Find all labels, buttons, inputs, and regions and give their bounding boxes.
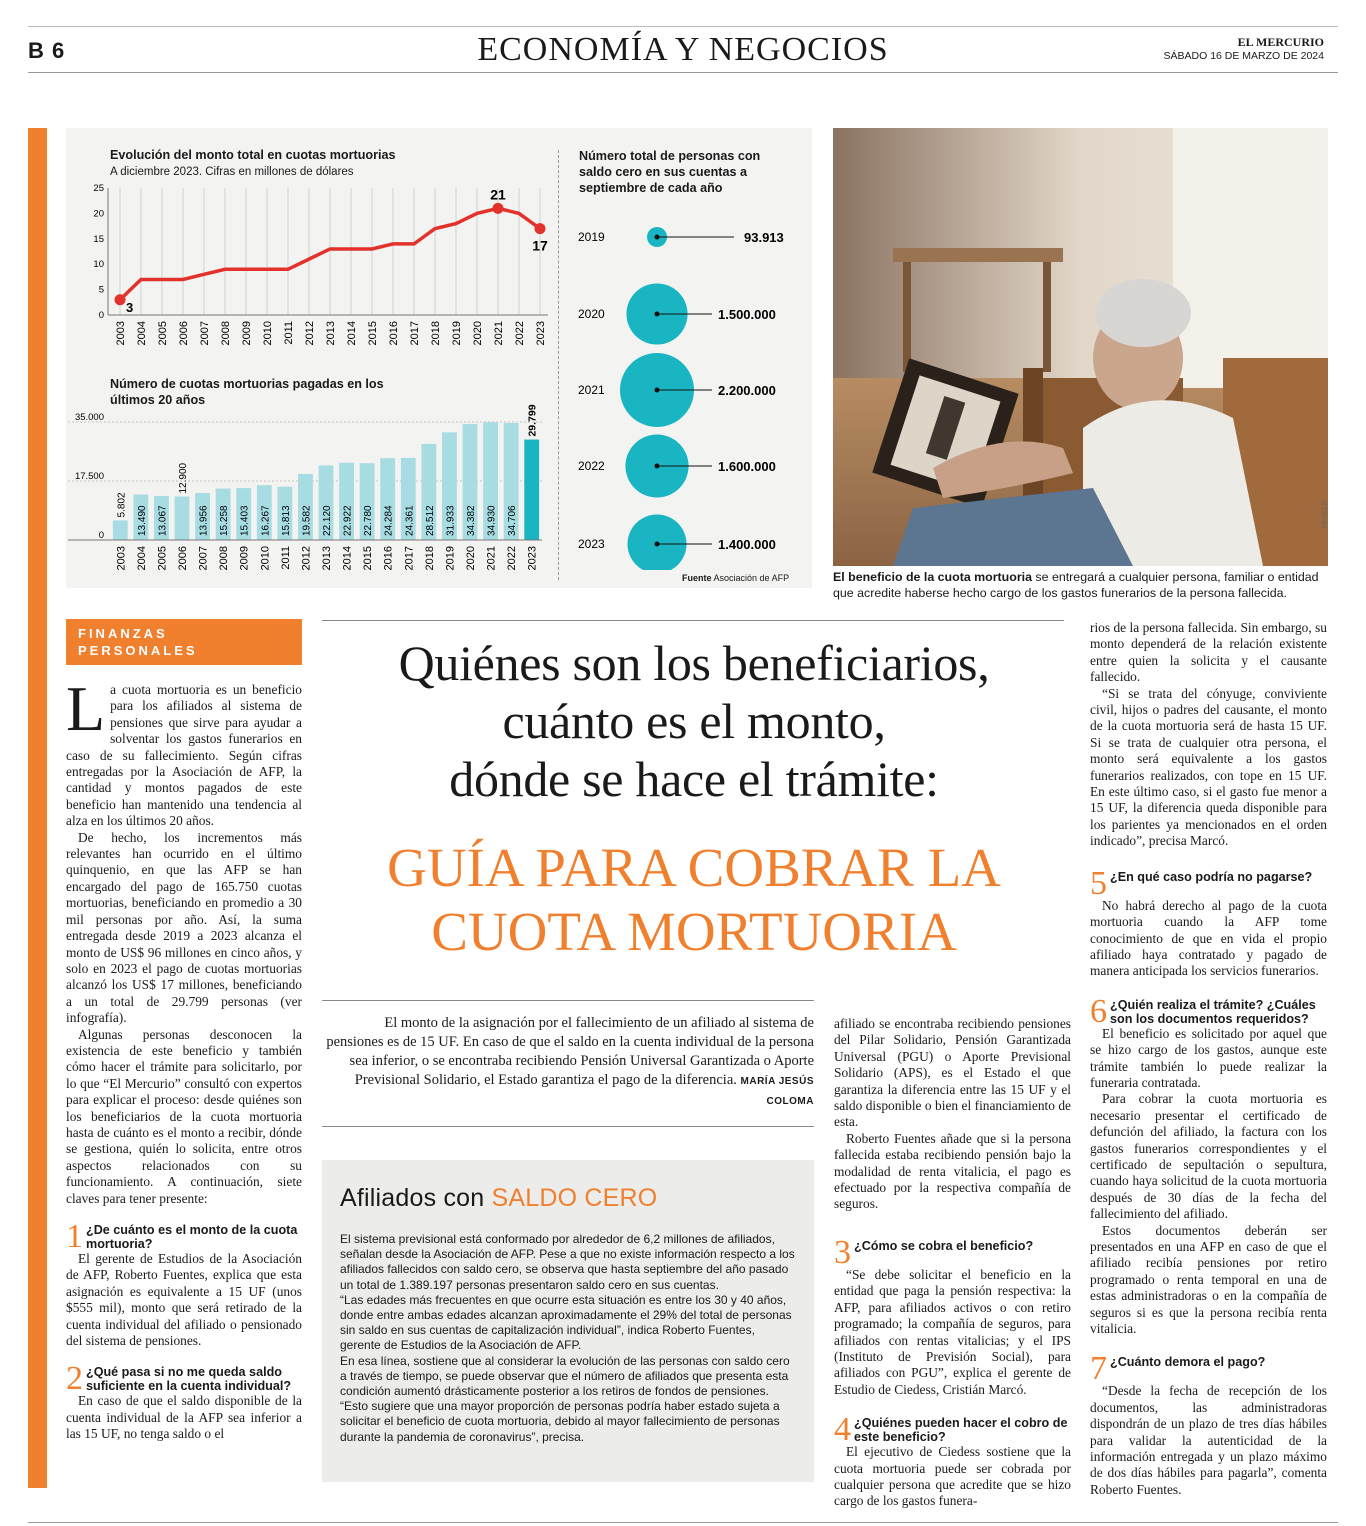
newspaper-name: EL MERCURIO (1237, 35, 1324, 49)
lead-top-rule (322, 1000, 814, 1001)
question-6: 6 ¿Quién realiza el trámite? ¿Cuáles son los documentos requeridos? El beneficio es solicitado por aquel que se hizo cargo de los gastos, aunque este trámite también lo puede realizar la funeraria contratada. Para cobrar la cuota mortuoria es necesario presentar el certificado de defunción del afiliado, la factura con los gastos funerarios correspondientes y el certificado de sepultación o sepultura, cuando haya solicitud de la cuota mortuoria después de 30 días de la fecha del fallecimiento del afiliado. Estos documentos deberán ser presentados en una AFP en caso de que el afiliado recibía pensiones por retiro programado o renta temporal en una de estas administradoras o en la compañía de seguros si es que la persona recibía renta vitalicia. (1090, 992, 1327, 1337)
bar-chart-value-label: 29.799 (526, 404, 539, 437)
bubble-chart (566, 200, 806, 570)
bar-chart-x-tick: 2023 (526, 546, 539, 571)
bar-chart-value-label: 31.933 (445, 505, 457, 536)
bubble-chart-value-label: 1.600.000 (718, 459, 776, 474)
question-7: 7 ¿Cuánto demora el pago? “Desde la fecha de recepción de los documentos, las administradoras dispondrán de un plazo de tres días hábiles para validar la autenticidad de la información entregada y un plazo máximo de dos días hábiles para pagarla”, comenta Roberto Fuentes. (1090, 1350, 1327, 1497)
bubble-chart-title: Número total de personas con saldo cero en sus cuentas a septiembre de cada año (579, 149, 761, 195)
bubble-chart-value-label: 1.400.000 (718, 537, 776, 552)
headline-highlight: GUÍA PARA COBRAR LA CUOTA MORTUORIA (387, 837, 1001, 962)
line-chart-x-tick: 2004 (136, 321, 148, 346)
photo-credit: PEXELS (1322, 500, 1329, 528)
bar-chart-x-tick: 2018 (423, 546, 436, 571)
drop-cap: L (66, 673, 106, 744)
bar-chart-x-tick: 2003 (115, 546, 128, 571)
bar-chart-x-tick: 2017 (403, 546, 416, 571)
bar-chart-x-tick: 2004 (135, 546, 148, 571)
bar-chart-value-label: 34.382 (466, 505, 477, 536)
bar-chart-x-tick: 2010 (259, 546, 272, 571)
bar-chart-x-tick: 2020 (465, 546, 477, 571)
page-number: B 6 (28, 38, 66, 63)
article-lead: El monto de la asignación por el fallecimiento de un afiliado al sistema de pensiones es de 15 UF. En caso de que el saldo en la cuenta individual de la persona sea inferior, o se encontraba recibiendo Pensión Universal Garantizada o Aporte Previsional Solidario, el Estado garantiza el pago de la diferencia. MARÍA JESÚS COLOMA (326, 1015, 814, 1107)
line-chart-x-tick: 2009 (241, 321, 253, 346)
bar-chart-y-tick: 35.000 (74, 412, 104, 423)
bar-chart-value-label: 28.512 (424, 505, 436, 536)
saldo-cero-box (322, 1160, 814, 1482)
line-chart-x-tick: 2012 (304, 321, 316, 346)
footer-rule (28, 1522, 1338, 1523)
header-bottom-rule (28, 72, 1338, 73)
bar-chart-value-label: 16.267 (260, 505, 272, 536)
line-chart-x-tick: 2021 (493, 321, 505, 346)
bar-chart-value-label: 24.284 (383, 505, 395, 536)
bar-chart-value-label: 15.403 (239, 505, 251, 536)
line-chart-x-tick: 2005 (157, 321, 169, 346)
bar-chart-value-label: 19.582 (301, 505, 313, 536)
bar-chart-x-tick: 2009 (238, 546, 251, 571)
line-chart-x-tick: 2006 (178, 321, 190, 346)
line-chart (66, 180, 556, 360)
bubble-chart-year: 2020 (578, 307, 605, 321)
line-chart-x-tick: 2014 (346, 321, 358, 346)
bar-chart-bar (175, 497, 190, 540)
bar-chart-value-label: 34.930 (486, 505, 498, 536)
line-chart-subtitle: A diciembre 2023. Cifras en millones de dólares (110, 166, 354, 178)
bar-chart-bar (524, 440, 539, 540)
bar-chart-x-tick: 2013 (321, 546, 333, 571)
bubble-chart-year: 2021 (578, 383, 605, 397)
headline: Quiénes son los beneficiarios, cuánto es el monto, dónde se hace el trámite: (398, 635, 990, 807)
bar-chart (66, 388, 556, 584)
line-chart-label-max: 21 (490, 186, 506, 203)
line-chart-y-tick: 10 (93, 259, 104, 271)
issue-date: SÁBADO 16 DE MARZO DE 2024 (1163, 50, 1324, 62)
author-byline: MARÍA JESÚS COLOMA (740, 1076, 814, 1107)
bar-chart-x-tick: 2012 (300, 546, 313, 571)
bar-chart-x-tick: 2015 (362, 546, 375, 571)
line-chart-x-tick: 2015 (367, 321, 379, 346)
bar-chart-value-label: 13.067 (157, 505, 169, 536)
question-5: 5 ¿En qué caso podría no pagarse? No habrá derecho al pago de la cuota mortuoria cuando la AFP tome conocimiento de que en vida el propio afiliado haya contratado y pagado de manera anticipada los servicios funerarios. (1090, 864, 1327, 979)
line-chart-x-tick: 2013 (325, 321, 337, 346)
bar-chart-y-tick: 0 (98, 530, 104, 541)
section-title: ECONOMÍA Y NEGOCIOS (477, 31, 889, 68)
line-chart-x-tick: 2018 (430, 321, 442, 346)
bar-chart-value-label: 22.922 (342, 505, 354, 536)
elderly-woman-photo (833, 128, 1328, 566)
bar-chart-value-label: 22.780 (363, 505, 375, 536)
line-chart-point (535, 223, 546, 234)
line-chart-x-tick: 2007 (199, 321, 211, 346)
line-chart-x-tick: 2017 (409, 321, 421, 346)
headline-top-rule (322, 620, 1064, 621)
article-column-3: afiliado se encontraba recibiendo pensiones del Pilar Solidario, Pensión Garantizada Universal (PGU) o Aporte Previsional Solidario (APS), es el Estado el que garantiza la diferencia entre las 15 UF y el saldo disponible o bien el financiamiento de esta. Roberto Fuentes añade que si la persona fallecida estaba recibiendo pensión bajo la modalidad de renta vitalicia, el pago es efectuado por la respectiva compañía de seguros. 3 ¿Cómo se cobra el beneficio? “Se debe solicitar el beneficio en la entidad que paga la pensión respectiva: la AFP, para afiliados activos o con retiro programado; la compañía de seguros, para afiliados con rentas vitalicias; y el IPS (Instituto de Previsión Social), para afiliados con PGU”, explica el gerente de Estudio de Ciedess, Cristián Marcó. 4 ¿Quiénes pueden hacer el cobro de este beneficio? El ejecutivo de Ciedess sostiene que la cuota mortuoria puede ser cobrada por cualquier persona que acredite que se hizo cargo de los gastos funera- (834, 1016, 1071, 1509)
bar-chart-x-tick: 2011 (279, 546, 292, 570)
question-3: 3 ¿Cómo se cobra el beneficio? “Se debe solicitar el beneficio en la entidad que paga la pensión respectiva: la AFP, para afiliados activos o con retiro programado; la compañía de seguros, para afiliados con rentas vitalicias; y el IPS (Instituto de Previsión Social), para afiliados con PGU”, explica el gerente de Estudio de Ciedess, Cristián Marcó. (834, 1233, 1071, 1397)
box-text: El sistema previsional está conformado por alrededor de 6,2 millones de afiliados, señalan desde la Asociación de AFP. Pese a que no existe información respecto a los afiliados fallecidos con saldo cero, se observa que hasta septiembre del año pasado un total de 1.389.197 personas presentaron saldo cero en sus cuentas. “Las edades más frecuentes en que ocurre esta situación es entre los 30 y 40 años, donde entre ambas edades alcanzan aproximadamente el 29% del total de personas sin saldo en sus cuentas de capitalización individual”, indica Roberto Fuentes, gerente de Estudios de la Asociación de AFP. En esa línea, sostiene que al considerar la evolución de las personas con saldo cero a través de tiempo, se puede observar que el número de afiliados que presenta esta condición aumentó drásticamente posterior a los retiros de fondos de pensiones. “Esto sugiere que una mayor proporción de personas podría haber estado sujeta a solicitar el beneficio de cuota mortuoria, debido al mayor fallecimiento de personas durante la pandemia de coronavirus”, precisa. (340, 1232, 795, 1444)
bar-chart-value-label: 12.900 (178, 462, 189, 494)
line-chart-x-tick: 2003 (115, 321, 127, 346)
line-chart-x-tick: 2023 (535, 321, 547, 346)
bar-chart-value-label: 34.706 (507, 505, 519, 536)
bar-chart-x-tick: 2008 (218, 546, 231, 571)
bar-chart-x-tick: 2005 (156, 546, 169, 571)
question-1: 1 ¿De cuánto es el monto de la cuota mortuoria? El gerente de Estudios de la Asociación de AFP, Roberto Fuentes, explica que esta asignación es equivalente a 15 UF (unos $555 mil), monto que será retirado de la cuenta individual del afiliado o pensionado del sistema de pensiones. (66, 1218, 302, 1349)
line-chart-x-tick: 2010 (262, 321, 274, 346)
bubble-chart-value-label: 93.913 (744, 230, 784, 245)
photo-caption: El beneficio de la cuota mortuoria se entregará a cualquier persona, familiar o entidad que acredite haberse hecho cargo de los gastos funerarios de la persona fallecida. (833, 570, 1319, 600)
bubble-chart-value-label: 1.500.000 (718, 307, 776, 322)
line-chart-label-first: 3 (126, 299, 134, 315)
infographic-divider (558, 150, 559, 580)
section-kicker: FINANZAS PERSONALES (66, 619, 302, 665)
line-chart-x-tick: 2016 (388, 321, 400, 346)
bar-chart-title: Número de cuotas mortuorias pagadas en los últimos 20 años (110, 377, 384, 407)
line-chart-x-tick: 2011 (283, 321, 295, 345)
bar-chart-value-label: 15.813 (280, 505, 292, 536)
article-column-1: La cuota mortuoria es un beneficio para los afiliados al sistema de pensiones que sirve para ayudar a solventar los gastos funerarios en caso de su fallecimiento. Según cifras entregadas por la Asociación de AFP, la cantidad y montos pagados de este beneficio han mantenido una tendencia al alza en los últimos 20 años. De hecho, los incrementos más relevantes han ocurrido en el último quinquenio, en que las AFP se han encargado del pago de 165.750 cuotas mortuorias, beneficiando en promedio a 30 mil personas por año. Así, la suma entregada desde 2019 a 2023 alcanza el monto de US$ 96 millones en cinco años, y solo en 2023 el pago de cuotas mortuorias alcanzó los US$ 17 millones, beneficiando a un total de 29.799 personas (ver infografía). Algunas personas desconocen la existencia de este beneficio y también cómo hacer el trámite para solicitarlo, por lo que “El Mercurio” consultó con expertos para explicar el proceso: desde quiénes son los beneficiarios de la cuota mortuoria hasta de cuánto es el monto a recibir, dónde se gestiona, quién lo solicita, entre otros aspectos relacionados con su funcionamiento. A continuación, siete claves para tener presente: 1 ¿De cuánto es el monto de la cuota mortuoria? El gerente de Estudios de la Asociación de AFP, Roberto Fuentes, explica que esta asignación es equivalente a 15 UF (unos $555 mil), monto que será retirado de la cuenta individual del afiliado o pensionado del sistema de pensiones. 2 ¿Qué pasa si no me queda saldo suficiente en la cuenta individual? En caso de que el saldo disponible de la cuenta individual de la AFP sea inferior a las 15 UF, no tenga saldo o el (66, 673, 302, 1442)
bar-chart-value-label: 22.120 (322, 505, 333, 536)
bar-chart-bar (113, 520, 128, 540)
bar-chart-x-tick: 2021 (485, 546, 498, 571)
line-chart-title: Evolución del monto total en cuotas mortuorias (110, 148, 396, 162)
bar-chart-value-label: 5.802 (116, 492, 128, 518)
infographic-source: Fuente Asociación de AFP (682, 573, 790, 583)
bubble-chart-year: 2019 (578, 230, 605, 244)
bar-chart-x-tick: 2006 (177, 546, 189, 571)
line-chart-x-tick: 2022 (514, 321, 526, 346)
bar-chart-x-tick: 2016 (382, 546, 395, 571)
line-chart-point (493, 203, 504, 214)
line-chart-label-last: 17 (532, 237, 548, 254)
line-chart-x-tick: 2008 (220, 321, 232, 346)
bubble-chart-value-label: 2.200.000 (718, 383, 776, 398)
bar-chart-value-label: 13.956 (198, 505, 210, 536)
line-chart-x-tick: 2020 (472, 321, 484, 346)
header-top-rule (28, 26, 1338, 27)
line-chart-point (115, 294, 126, 305)
line-chart-y-tick: 5 (98, 284, 104, 296)
bar-chart-y-tick: 17.500 (74, 471, 104, 482)
bar-chart-value-label: 24.361 (404, 505, 416, 536)
article-column-4: rios de la persona fallecida. Sin embargo, su monto dependerá de la relación existente entre quien la solicita y el causante fallecido. “Si se trata del cónyuge, conviviente civil, hijos o padres del causante, el monto de la cuota mortuoria será de hasta 15 UF. Si se trata de cualquier otra persona, el monto será equivalente a los gastos funerarios realizados, con tope en 15 UF. En este último caso, si el gasto fue menor a 15 UF, la diferencia queda disponible para los parientes ya mencionados en el orden indicado”, precisa Marcó. 5 ¿En qué caso podría no pagarse? No habrá derecho al pago de la cuota mortuoria cuando la AFP tome conocimiento de que en vida el propio afiliado haya contratado y pagado de manera anticipada los servicios funerarios. 6 ¿Quién realiza el trámite? ¿Cuáles son los documentos requeridos? El beneficio es solicitado por aquel que se hizo cargo de los gastos, aunque este trámite también lo puede realizar la funeraria contratada. Para cobrar la cuota mortuoria es necesario presentar el certificado de defunción del afiliado, la factura con los gastos funerarios correspondientes y el certificado de sepultación o sepultura, cuando haya solicitud de la cuota mortuoria después de 30 días de la fecha del fallecimiento del afiliado. Estos documentos deberán ser presentados en una AFP en caso de que el afiliado recibía pensiones por retiro programado o renta temporal en una de estas administradoras o en la compañía de seguros si es que la persona recibía renta vitalicia. 7 ¿Cuánto demora el pago? “Desde la fecha de recepción de los documentos, las administradoras dispondrán de un plazo de tres días hábiles para validar la autenticidad de la información entregada y un plazo máximo de dos días hábiles para pagarla”, comenta Roberto Fuentes. (1090, 620, 1327, 1497)
bar-chart-x-tick: 2019 (444, 546, 457, 571)
bar-chart-x-tick: 2022 (506, 546, 519, 571)
bubble-chart-year: 2023 (578, 537, 605, 551)
line-chart-y-tick: 20 (93, 208, 104, 220)
lead-bottom-rule (322, 1126, 814, 1127)
line-chart-y-tick: 0 (98, 310, 104, 321)
line-chart-y-tick: 25 (93, 183, 104, 194)
box-title: Afiliados con SALDO CERO (340, 1184, 658, 1212)
accent-bar (28, 128, 47, 1488)
line-chart-y-tick: 15 (93, 233, 104, 245)
bar-chart-x-tick: 2007 (197, 546, 210, 571)
line-chart-x-tick: 2019 (451, 321, 463, 346)
bar-chart-value-label: 13.490 (136, 505, 148, 536)
question-2: 2 ¿Qué pasa si no me queda saldo suficiente en la cuenta individual? En caso de que el saldo disponible de la cuenta individual de la AFP sea inferior a las 15 UF, no tenga saldo o el (66, 1360, 302, 1442)
bar-chart-value-label: 15.258 (219, 505, 231, 536)
bar-chart-x-tick: 2014 (341, 546, 354, 571)
bubble-chart-year: 2022 (578, 459, 605, 473)
question-4: 4 ¿Quiénes pueden hacer el cobro de este beneficio? El ejecutivo de Ciedess sostiene que la cuota mortuoria puede ser cobrada por cualquier persona que acredite que se hizo cargo de los gastos funera- (834, 1411, 1071, 1509)
